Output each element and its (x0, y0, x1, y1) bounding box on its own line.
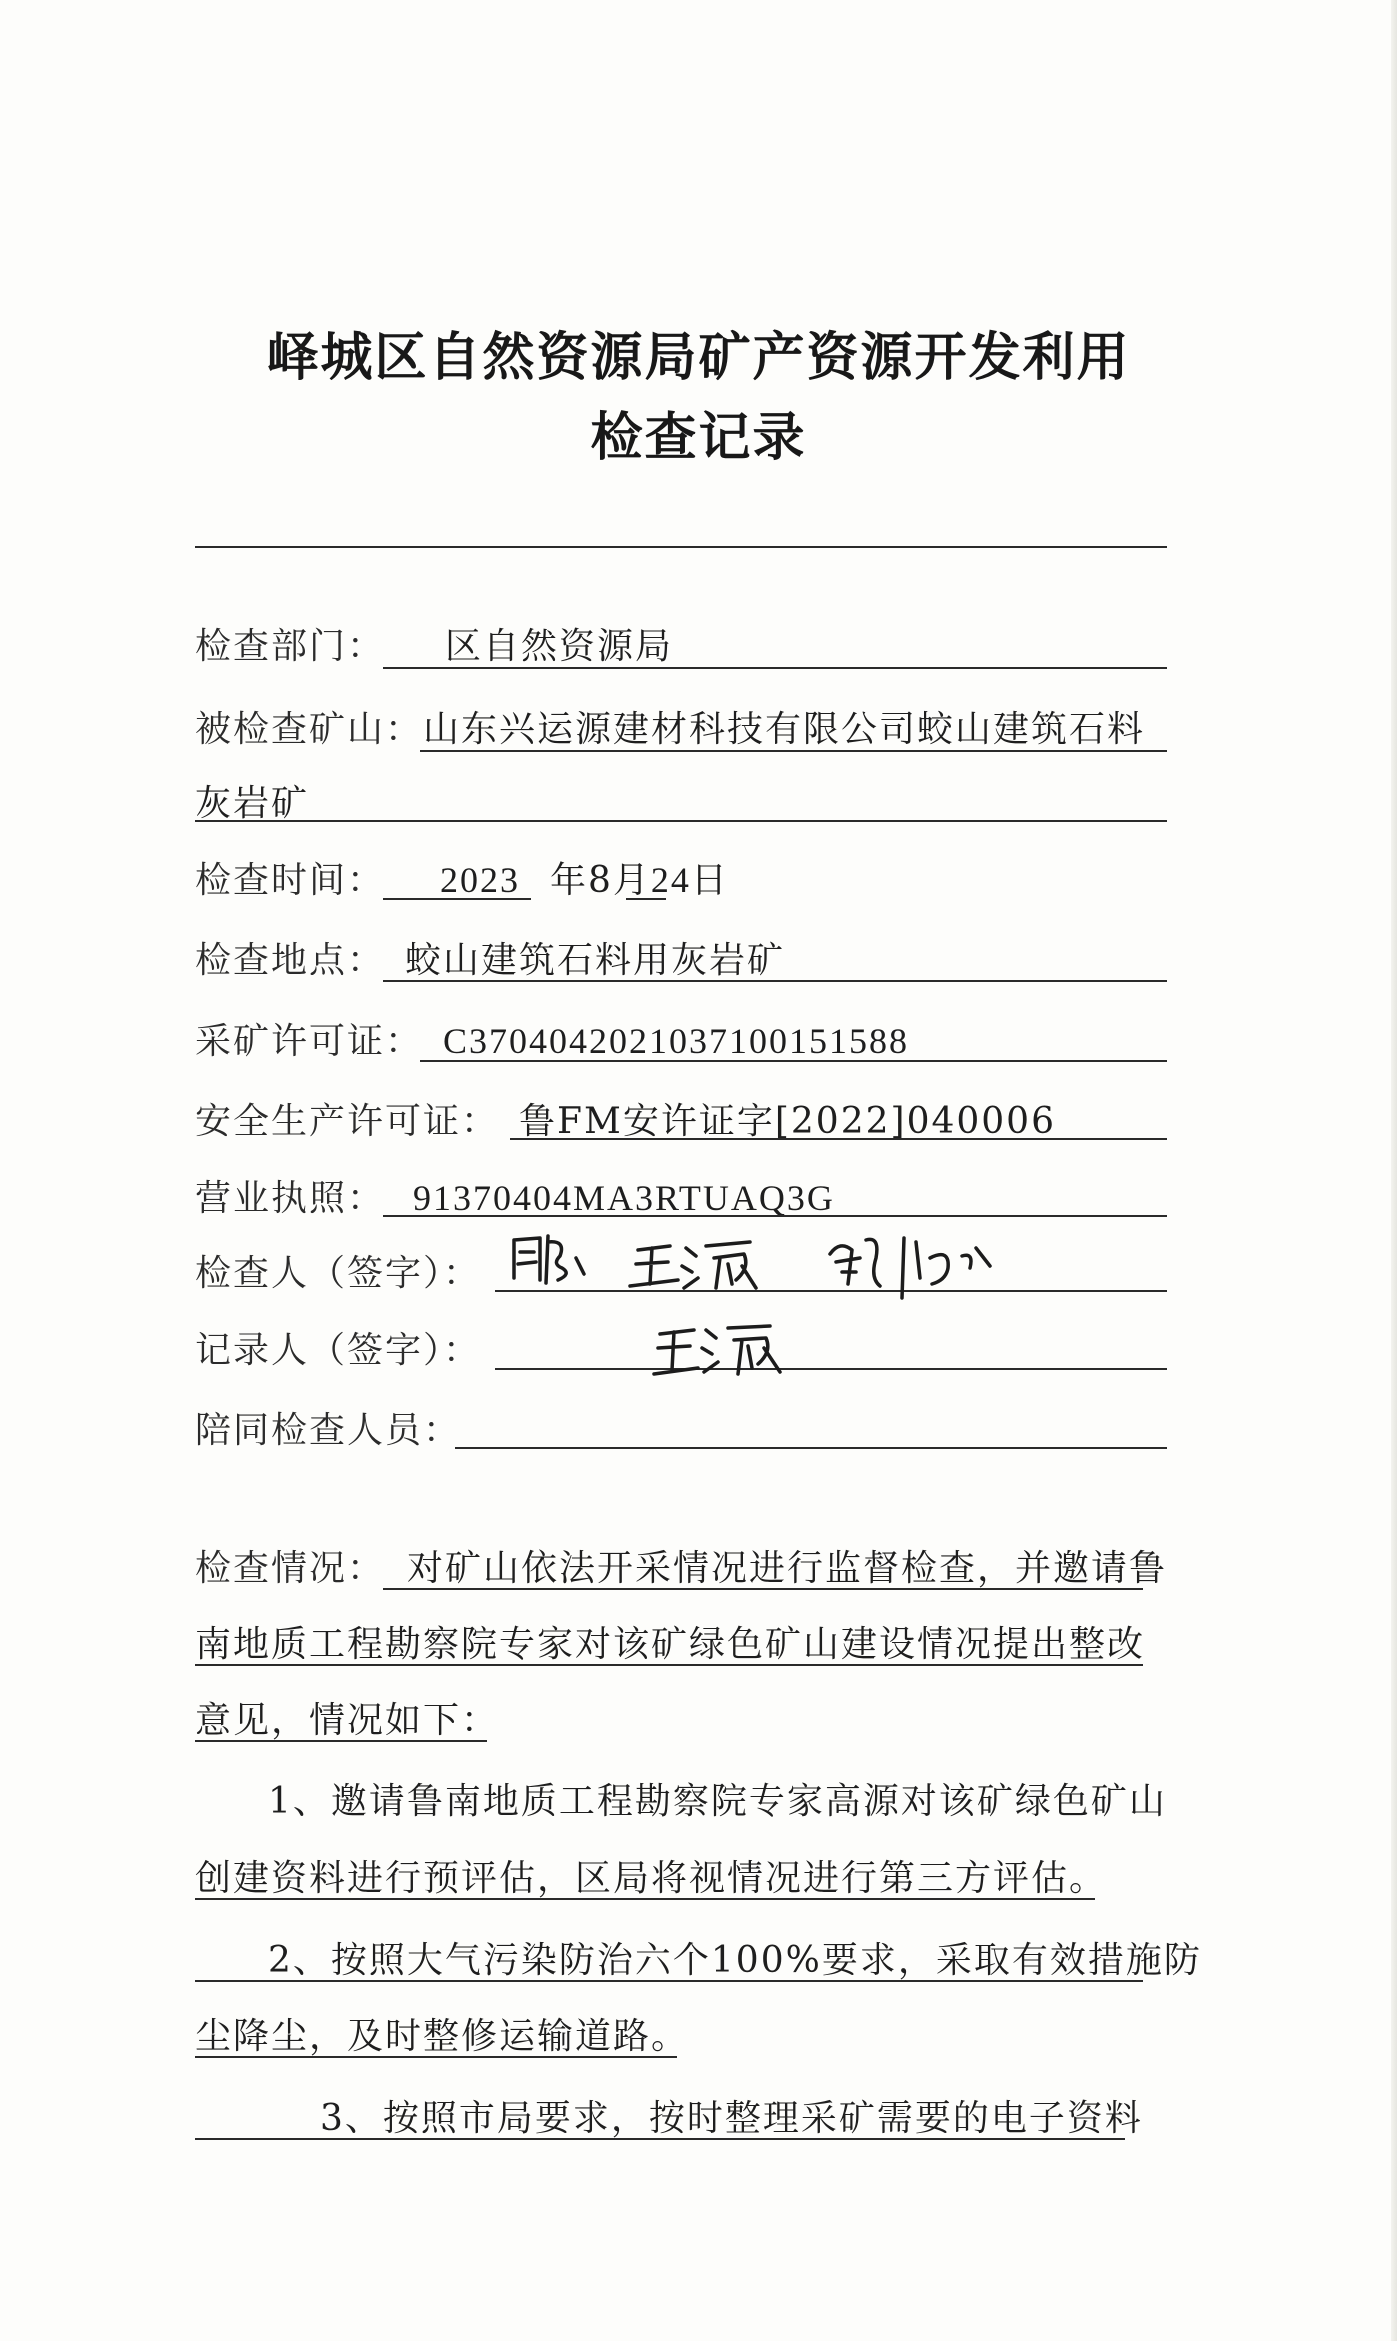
time-underline-year (383, 898, 531, 900)
business-license-row (195, 1170, 835, 1221)
item2-text-2: 尘降尘，及时整修运输道路。 (195, 2016, 690, 2057)
department-label: 检查部门： (195, 626, 386, 667)
scan-edge (1391, 0, 1397, 2341)
mine-underline-2 (195, 820, 1167, 822)
recorder-label: 记录人（签字）： (195, 1330, 482, 1371)
situation-row-3 (195, 1692, 499, 1743)
accompany-label: 陪同检查人员： (195, 1410, 462, 1451)
mine-row (195, 701, 1145, 752)
recorder-row (195, 1322, 481, 1373)
safety-permit-row (195, 1093, 1056, 1144)
location-value: 蛟山建筑石料用灰岩矿 (405, 940, 786, 981)
accompany-row (195, 1402, 461, 1453)
document-title: 峄城区自然资源局矿产资源开发利用 (266, 328, 1131, 388)
item3-row-1 (320, 2090, 1143, 2141)
mining-permit-label: 采矿许可证： (195, 1021, 424, 1062)
business-license-value: 91370404MA3RTUAQ3G (413, 1178, 835, 1218)
inspector-signatures (500, 1228, 1060, 1308)
item2-row-1 (268, 1932, 1202, 1983)
business-license-label: 营业执照： (195, 1178, 386, 1219)
inspector-row (195, 1245, 481, 1296)
situation-label: 检查情况： (195, 1548, 386, 1589)
mine-value-continued: 灰岩矿 (195, 783, 310, 824)
mine-value: 山东兴运源建材科技有限公司蛟山建筑石料 (423, 709, 1146, 750)
item2-text-1: 2、按照大气污染防治六个100%要求，采取有效措施防 (268, 1940, 1202, 1981)
item3-underline (195, 2138, 1125, 2140)
time-day: 24 (650, 860, 691, 900)
mining-permit-underline (420, 1060, 1167, 1062)
situation-underline-1 (383, 1588, 1143, 1590)
mine-label: 被检查矿山： (195, 709, 424, 750)
time-underline-day (626, 898, 666, 900)
safety-permit-underline (510, 1138, 1167, 1140)
time-label: 检查时间： (195, 860, 386, 901)
situation-underline-3 (195, 1740, 487, 1742)
situation-row-1 (195, 1540, 1167, 1591)
item2-underline-2 (195, 2056, 677, 2058)
accompany-underline (455, 1447, 1167, 1449)
time-row (195, 852, 729, 903)
safety-permit-label: 安全生产许可证： (195, 1101, 500, 1142)
business-license-underline (383, 1215, 1167, 1217)
safety-permit-value: 鲁FM安许证字[2022]040006 (519, 1101, 1056, 1142)
item2-underline-1 (195, 1980, 1143, 1982)
location-row (195, 932, 785, 983)
item2-row-2 (195, 2008, 689, 2059)
item1-underline (195, 1898, 1095, 1900)
item3-text-1: 3、按照市局要求，按时整理采矿需要的电子资料 (320, 2098, 1143, 2139)
item1-row-1 (268, 1773, 1167, 1824)
time-day-suffix: 日 (690, 860, 729, 901)
department-row (195, 618, 673, 669)
situation-text-3: 意见，情况如下： (195, 1700, 500, 1741)
location-underline (383, 980, 1167, 982)
time-month: 年8月 (550, 860, 651, 901)
department-underline (383, 667, 1167, 669)
header-divider (195, 546, 1167, 548)
situation-row-2 (195, 1616, 1145, 1667)
recorder-underline (495, 1368, 1167, 1370)
item1-text-1: 1、邀请鲁南地质工程勘察院专家高源对该矿绿色矿山 (268, 1781, 1167, 1822)
department-value: 区自然资源局 (445, 626, 674, 667)
situation-text-1: 对矿山依法开采情况进行监督检查，并邀请鲁 (407, 1548, 1168, 1589)
item1-text-2: 创建资料进行预评估，区局将视情况进行第三方评估。 (195, 1858, 1108, 1899)
location-label: 检查地点： (195, 940, 386, 981)
mining-permit-value: C3704042021037100151588 (443, 1021, 910, 1061)
document-subtitle: 检查记录 (590, 408, 807, 468)
mining-permit-row (195, 1013, 909, 1064)
time-year: 2023 (440, 860, 521, 900)
mine-underline-1 (420, 750, 1167, 752)
item1-row-2 (195, 1850, 1107, 1901)
mine-row-continued (195, 775, 309, 826)
situation-text-2: 南地质工程勘察院专家对该矿绿色矿山建设情况提出整改 (195, 1624, 1146, 1665)
recorder-signature (650, 1316, 830, 1386)
inspector-label: 检查人（签字）： (195, 1253, 482, 1294)
situation-underline-2 (195, 1664, 1143, 1666)
